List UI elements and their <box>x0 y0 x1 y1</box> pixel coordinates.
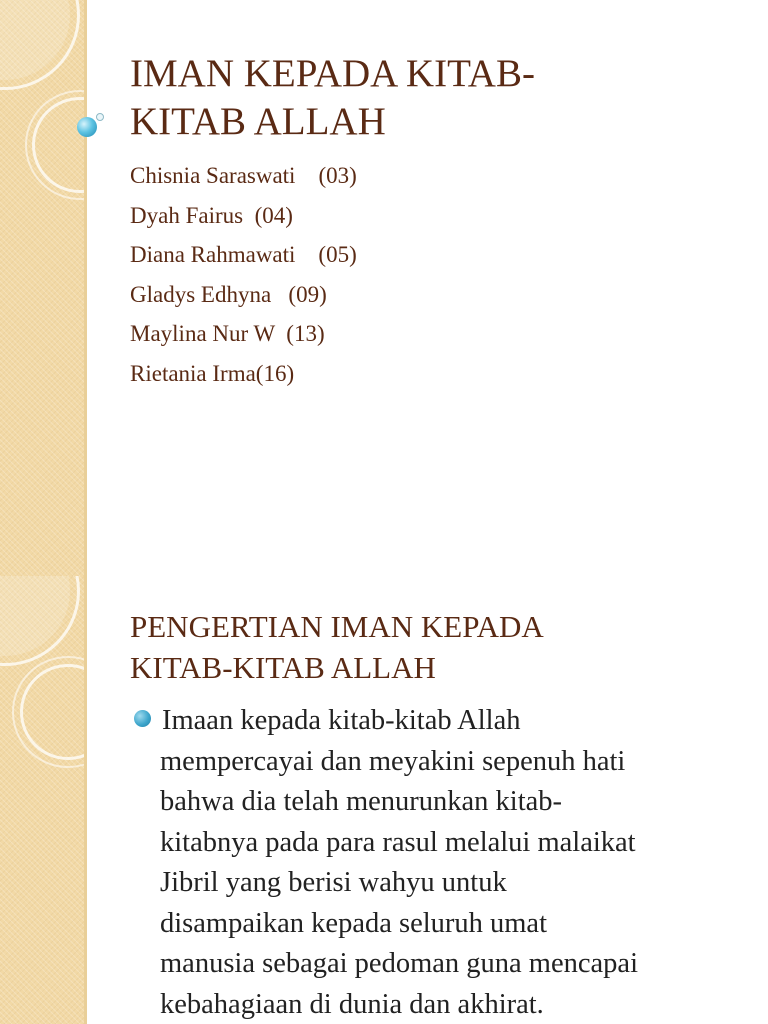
member-item: Rietania Irma(16) <box>130 360 295 386</box>
member-item: Gladys Edhyna (09) <box>130 281 327 307</box>
paragraph-line: Imaan kepada kitab-kitab Allah <box>162 705 521 736</box>
blue-bead-icon <box>77 117 97 137</box>
title-line-1: IMAN KEPADA KITAB- <box>130 52 535 95</box>
member-list <box>130 156 357 393</box>
sidebar-edge <box>84 576 87 1024</box>
member-item: Diana Rahmawati (05) <box>130 242 357 267</box>
paragraph-line: kebahagiaan di dunia dan akhirat. <box>160 988 544 1020</box>
slide-title-heading <box>130 50 740 146</box>
paragraph-line: bahwa dia telah menurunkan kitab- <box>160 786 563 817</box>
member-item: Maylina Nur W (13) <box>130 321 325 346</box>
definition-heading <box>130 606 750 688</box>
paragraph-line: kitabnya pada para rasul melalui malaikat <box>160 826 636 858</box>
decorative-sidebar <box>0 576 84 1024</box>
title-line-2: KITAB ALLAH <box>130 100 386 143</box>
member-item: Dyah Fairus (04) <box>130 202 293 228</box>
paragraph-line: disampaikan kepada seluruh umat <box>160 907 548 939</box>
definition-paragraph <box>160 701 760 1024</box>
decorative-disc <box>0 576 70 656</box>
member-item: Chisnia Saraswati (03) <box>130 163 357 188</box>
heading-line-2: KITAB-KITAB ALLAH <box>130 650 436 685</box>
sidebar-edge <box>84 0 87 576</box>
decorative-sidebar <box>0 0 84 576</box>
paragraph-line: manusia sebagai pedoman guna mencapai <box>160 948 638 979</box>
paragraph-line: Jibril yang berisi wahyu untuk <box>160 867 507 898</box>
decorative-disc <box>0 0 70 80</box>
paragraph-line: mempercayai dan meyakini sepenuh hati <box>160 745 626 777</box>
heading-line-1: PENGERTIAN IMAN KEPADA <box>130 609 544 644</box>
small-bead-icon <box>96 113 104 121</box>
bullet-icon <box>134 710 151 727</box>
